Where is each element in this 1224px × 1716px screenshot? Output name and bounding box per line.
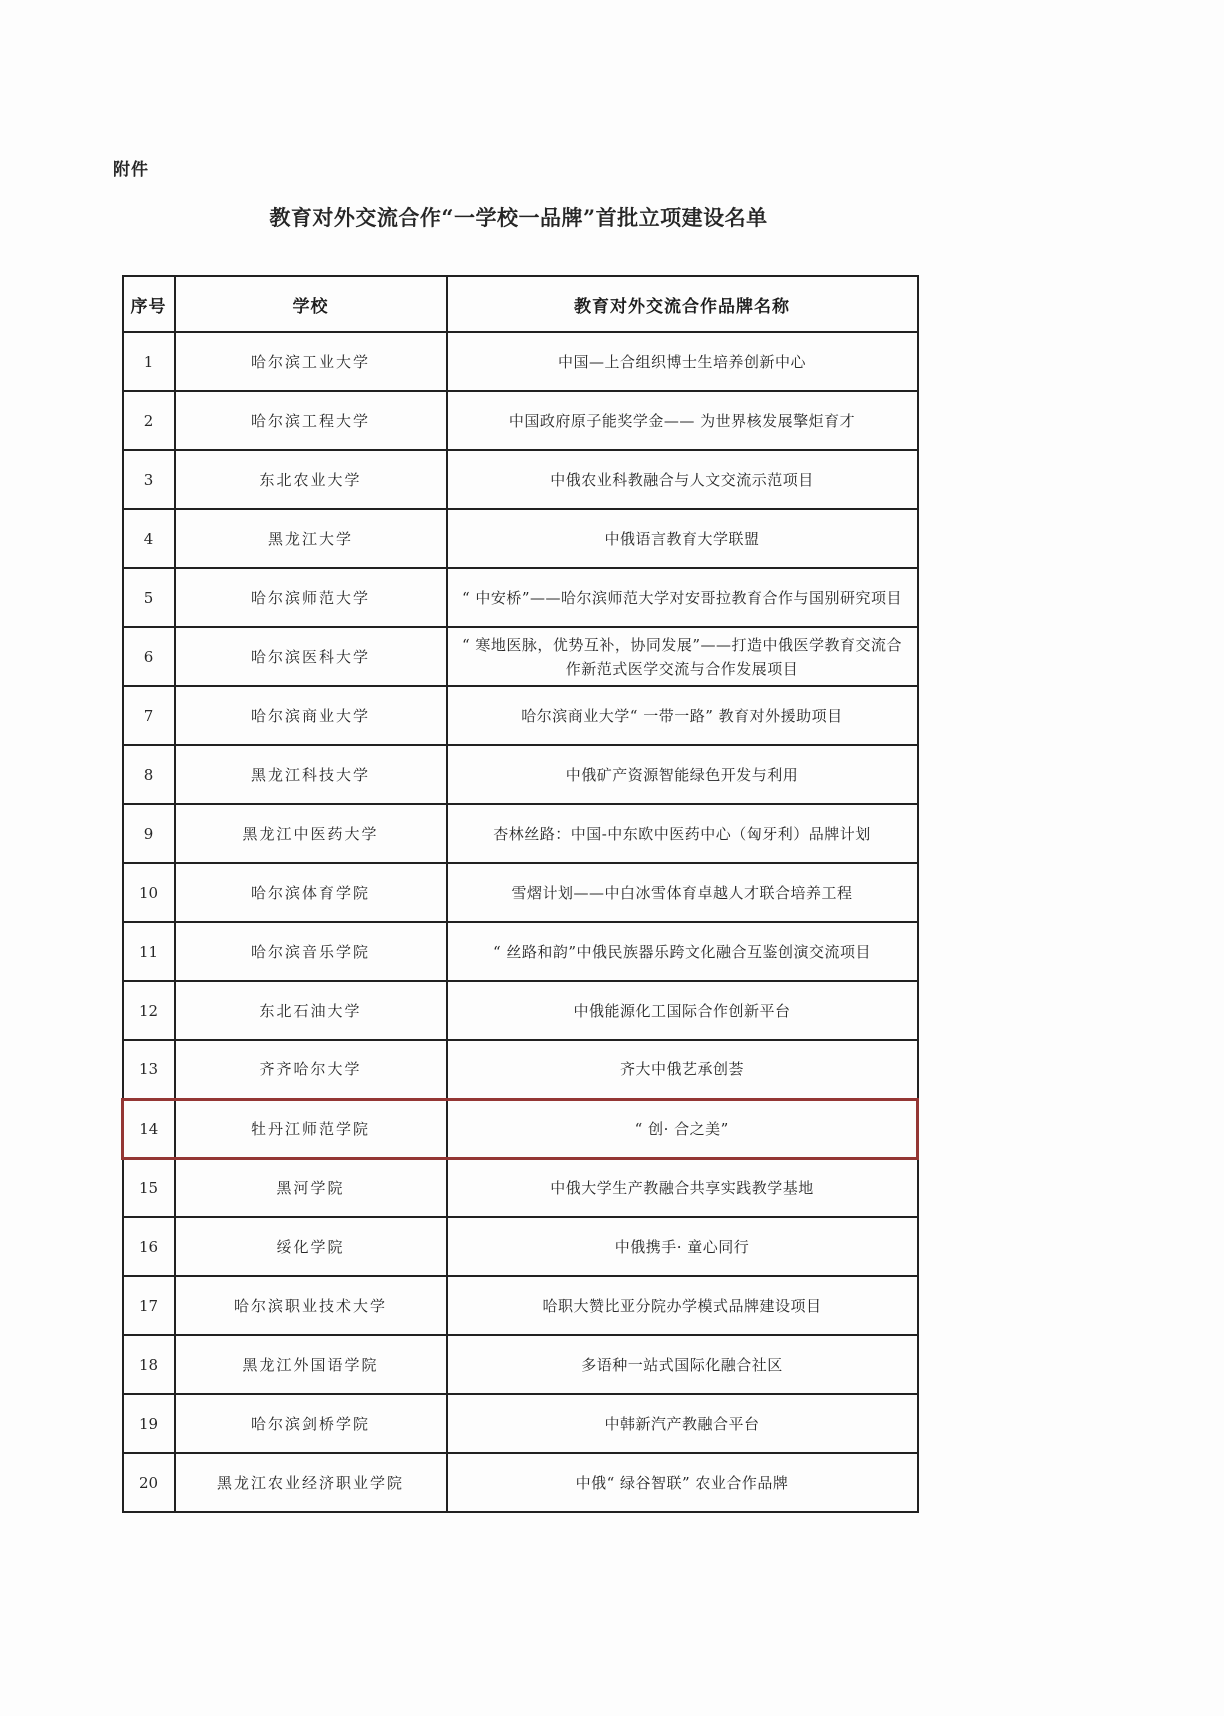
school-name: 东北农业大学 (259, 470, 362, 489)
brand-list-table (121, 275, 919, 1513)
school-name: 黑河学院 (276, 1178, 345, 1197)
attachment-label: 附件 (113, 160, 149, 180)
row-number-cell (123, 1217, 175, 1276)
school-cell (175, 745, 447, 804)
school-name: 哈尔滨音乐学院 (250, 942, 370, 961)
brand-cell (447, 1099, 918, 1158)
school-cell (175, 509, 447, 568)
school-name: 黑龙江农业经济职业学院 (216, 1473, 404, 1492)
row-number-cell (123, 332, 175, 391)
school-cell (175, 450, 447, 509)
school-name: 黑龙江科技大学 (250, 765, 370, 784)
row-number: 10 (138, 883, 159, 902)
brand-cell (447, 686, 918, 745)
brand-name: 哈尔滨商业大学“ 一带一路” 教育对外援助项目 (521, 706, 843, 725)
table-row (123, 1158, 918, 1217)
row-number-cell (123, 1099, 175, 1158)
brand-name: 齐大中俄艺承创荟 (619, 1060, 744, 1079)
row-number: 9 (143, 824, 154, 843)
row-number-cell (123, 509, 175, 568)
school-name: 哈尔滨职业技术大学 (233, 1296, 387, 1315)
row-number: 19 (138, 1414, 159, 1433)
page-title: 教育对外交流合作“一学校一品牌”首批立项建设名单 (269, 205, 768, 230)
school-name: 哈尔滨体育学院 (250, 883, 370, 902)
school-cell (175, 1335, 447, 1394)
school-cell (175, 1217, 447, 1276)
table-row (123, 450, 918, 509)
row-number-cell (123, 922, 175, 981)
table-row (123, 922, 918, 981)
brand-name: “ 中安桥”——哈尔滨师范大学对安哥拉教育合作与国别研究项目 (461, 588, 903, 607)
brand-cell (447, 745, 918, 804)
row-number: 1 (143, 352, 154, 371)
school-name: 哈尔滨医科大学 (250, 647, 370, 666)
school-name: 哈尔滨剑桥学院 (250, 1414, 370, 1433)
header-row (123, 276, 918, 332)
brand-cell (447, 568, 918, 627)
row-number-cell (123, 1040, 175, 1099)
school-cell (175, 1099, 447, 1158)
row-number: 15 (138, 1178, 159, 1197)
table-row (123, 745, 918, 804)
row-number: 5 (143, 588, 154, 607)
table-row (123, 332, 918, 391)
row-number-cell (123, 627, 175, 686)
brand-name: 哈职大赞比亚分院办学模式品牌建设项目 (542, 1296, 822, 1315)
row-number: 7 (143, 706, 154, 725)
column-header-no: 序号 (123, 276, 175, 332)
row-number: 8 (143, 765, 154, 784)
brand-name: “ 丝路和韵”中俄民族器乐跨文化融合互鉴创演交流项目 (492, 942, 872, 961)
table-row (123, 1335, 918, 1394)
school-cell (175, 686, 447, 745)
school-cell (175, 804, 447, 863)
brand-cell (447, 863, 918, 922)
brand-cell (447, 332, 918, 391)
school-name: 黑龙江中医药大学 (242, 824, 379, 843)
row-number: 20 (138, 1473, 159, 1492)
row-number: 16 (138, 1237, 159, 1256)
school-name: 牡丹江师范学院 (250, 1119, 370, 1138)
brand-cell (447, 391, 918, 450)
brand-name: “ 创· 合之美” (634, 1119, 729, 1138)
table-row (123, 1453, 918, 1512)
column-header-school: 学校 (175, 276, 447, 332)
table-row (123, 804, 918, 863)
table-row (123, 1040, 918, 1099)
row-number: 13 (138, 1060, 159, 1079)
row-number: 11 (138, 942, 159, 961)
brand-cell (447, 1217, 918, 1276)
row-number-cell (123, 1158, 175, 1217)
brand-cell (447, 922, 918, 981)
brand-name: 中国—上合组织博士生培养创新中心 (557, 352, 806, 371)
brand-name: 中俄“ 绿谷智联” 农业合作品牌 (575, 1473, 789, 1492)
row-number-cell (123, 1453, 175, 1512)
brand-cell (447, 1158, 918, 1217)
school-cell (175, 863, 447, 922)
school-name: 东北石油大学 (259, 1001, 362, 1020)
brand-name: 中俄大学生产教融合共享实践教学基地 (550, 1178, 814, 1197)
table-body (123, 332, 918, 1512)
school-name: 哈尔滨工程大学 (250, 411, 370, 430)
school-cell (175, 391, 447, 450)
school-name: 绥化学院 (276, 1237, 345, 1256)
row-number: 3 (143, 470, 154, 489)
brand-cell (447, 1453, 918, 1512)
school-cell (175, 922, 447, 981)
table-row (123, 1217, 918, 1276)
table-header (123, 276, 918, 332)
brand-name: “ 寒地医脉，优势互补，协同发展”——打造中俄医学教育交流合作新范式医学交流与合作发展项目 (461, 635, 903, 678)
brand-name: 中俄矿产资源智能绿色开发与利用 (565, 765, 799, 784)
column-header-brand: 教育对外交流合作品牌名称 (447, 276, 918, 332)
table-row (123, 1276, 918, 1335)
table-row (123, 509, 918, 568)
school-cell (175, 1453, 447, 1512)
brand-cell (447, 1040, 918, 1099)
school-cell (175, 1158, 447, 1217)
brand-cell (447, 1394, 918, 1453)
school-name: 哈尔滨商业大学 (250, 706, 370, 725)
row-number: 2 (143, 411, 154, 430)
brand-name: 中俄能源化工国际合作创新平台 (573, 1001, 791, 1020)
school-cell (175, 568, 447, 627)
brand-name: 中国政府原子能奖学金—— 为世界核发展擎炬育才 (508, 411, 856, 430)
table-row (123, 863, 918, 922)
brand-name: 中俄语言教育大学联盟 (604, 529, 760, 548)
school-cell (175, 1276, 447, 1335)
brand-name: 杏林丝路：中国-中东欧中医药中心（匈牙利）品牌计划 (493, 824, 871, 843)
brand-cell (447, 1276, 918, 1335)
school-cell (175, 1040, 447, 1099)
row-number-cell (123, 391, 175, 450)
row-number-cell (123, 981, 175, 1040)
school-cell (175, 627, 447, 686)
table-row (123, 1099, 918, 1158)
school-name: 哈尔滨师范大学 (250, 588, 370, 607)
table-row (123, 1394, 918, 1453)
table-row (123, 391, 918, 450)
brand-cell (447, 1335, 918, 1394)
school-cell (175, 332, 447, 391)
row-number-cell (123, 450, 175, 509)
brand-name: 中俄农业科教融合与人文交流示范项目 (550, 470, 814, 489)
school-cell (175, 981, 447, 1040)
school-name: 黑龙江大学 (267, 529, 353, 548)
row-number-cell (123, 1394, 175, 1453)
school-name: 哈尔滨工业大学 (250, 352, 370, 371)
brand-cell (447, 450, 918, 509)
row-number-cell (123, 863, 175, 922)
brand-cell (447, 627, 918, 686)
table-row (123, 627, 918, 686)
row-number: 18 (138, 1355, 159, 1374)
row-number-cell (123, 686, 175, 745)
brand-cell (447, 509, 918, 568)
brand-cell (447, 981, 918, 1040)
brand-name: 中俄携手· 童心同行 (614, 1237, 750, 1256)
row-number-cell (123, 804, 175, 863)
row-number-cell (123, 568, 175, 627)
school-name: 黑龙江外国语学院 (242, 1355, 379, 1374)
brand-name: 中韩新汽产教融合平台 (604, 1414, 760, 1433)
row-number: 6 (143, 647, 154, 666)
row-number-cell (123, 745, 175, 804)
brand-cell (447, 804, 918, 863)
row-number: 14 (139, 1119, 159, 1138)
school-cell (175, 1394, 447, 1453)
row-number-cell (123, 1276, 175, 1335)
row-number: 4 (143, 529, 154, 548)
table-row (123, 981, 918, 1040)
table-row (123, 686, 918, 745)
brand-name: 雪熠计划——中白冰雪体育卓越人才联合培养工程 (511, 883, 853, 902)
table-row (123, 568, 918, 627)
school-name: 齐齐哈尔大学 (259, 1060, 362, 1079)
row-number: 12 (138, 1001, 159, 1020)
row-number-cell (123, 1335, 175, 1394)
brand-name: 多语种一站式国际化融合社区 (581, 1355, 783, 1374)
row-number: 17 (138, 1296, 159, 1315)
